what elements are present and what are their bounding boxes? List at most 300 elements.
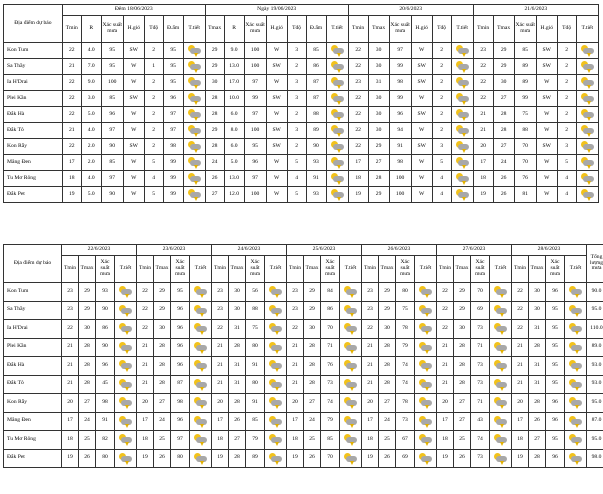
column-header: T.tiết <box>576 16 598 43</box>
value-cell: 97 <box>101 171 123 187</box>
value-cell: 19 <box>62 449 79 468</box>
value-cell: 17 <box>62 155 81 171</box>
value-cell: 91 <box>246 357 265 376</box>
column-header: T.tiết <box>490 256 512 283</box>
thunderstorm-cloud-icon <box>268 342 283 353</box>
column-header: Tmin <box>362 256 379 283</box>
thunderstorm-cloud-icon <box>568 379 583 390</box>
total-rain-header: Tổng lượng mưa <box>587 245 603 283</box>
location-name: Đắk Pet <box>4 449 62 468</box>
value-cell: 71 <box>471 338 490 357</box>
value-cell: SW <box>266 139 287 155</box>
value-cell: W <box>266 75 287 91</box>
value-cell: 4 <box>287 171 306 187</box>
value-cell: 22 <box>137 301 154 320</box>
value-cell: 28 <box>79 338 96 357</box>
weather-cell <box>490 338 512 357</box>
weather-cell <box>326 123 348 139</box>
table-row <box>4 155 599 171</box>
thunderstorm-cloud-icon <box>418 305 433 316</box>
value-cell: 67 <box>396 431 415 450</box>
location-name: Ia H'Drai <box>4 75 63 91</box>
thunderstorm-cloud-icon <box>268 453 283 464</box>
value-cell: 31 <box>529 320 546 339</box>
weather-cell <box>576 155 598 171</box>
weather-cell <box>183 123 205 139</box>
date-header: 26/6/2023 <box>362 245 437 256</box>
column-header: T.tiết <box>115 256 137 283</box>
thunderstorm-cloud-icon <box>455 173 470 184</box>
value-cell: 93 <box>306 155 326 171</box>
value-cell: 80 <box>246 338 265 357</box>
value-cell: 76 <box>321 357 340 376</box>
value-cell: 30 <box>368 43 389 59</box>
thunderstorm-cloud-icon <box>580 125 595 136</box>
column-header: Tmax <box>529 256 546 283</box>
table-row <box>4 107 599 123</box>
table-row <box>4 412 603 431</box>
value-cell: 28 <box>493 123 514 139</box>
value-cell: 95 <box>101 59 123 75</box>
thunderstorm-cloud-icon <box>343 305 358 316</box>
value-cell: W <box>411 187 432 203</box>
weather-cell <box>451 123 473 139</box>
value-cell: 86 <box>321 301 340 320</box>
weather-cell <box>190 320 212 339</box>
date-header: 24/6/2023 <box>212 245 287 256</box>
value-cell: 30 <box>79 320 96 339</box>
column-header: Tmax <box>379 256 396 283</box>
value-cell: 23 <box>362 283 379 302</box>
value-cell: 85 <box>101 155 123 171</box>
value-cell: 17 <box>473 155 493 171</box>
total-rain-cell: 98.0 <box>587 449 603 468</box>
value-cell: 99 <box>163 171 183 187</box>
thunderstorm-cloud-icon <box>343 416 358 427</box>
value-cell: 28 <box>529 338 546 357</box>
column-header: Tmax <box>205 16 224 43</box>
value-cell: 22 <box>348 123 368 139</box>
value-cell: 28 <box>454 338 471 357</box>
value-cell: 24 <box>79 412 96 431</box>
weather-cell <box>190 431 212 450</box>
value-cell: 29 <box>154 283 171 302</box>
value-cell: 21 <box>212 375 229 394</box>
value-cell: 99 <box>389 59 411 75</box>
value-cell: 96 <box>101 107 123 123</box>
thunderstorm-cloud-icon <box>418 342 433 353</box>
thunderstorm-cloud-icon <box>268 379 283 390</box>
value-cell: 98 <box>171 394 190 413</box>
column-header: Xác suất mưa <box>244 16 266 43</box>
thunderstorm-cloud-icon <box>330 125 345 136</box>
value-cell: 74 <box>396 357 415 376</box>
value-cell: 26 <box>493 187 514 203</box>
value-cell: 21 <box>137 375 154 394</box>
value-cell: 85 <box>246 412 265 431</box>
value-cell: 25 <box>379 431 396 450</box>
thunderstorm-cloud-icon <box>493 323 508 334</box>
column-header: Tmax <box>79 256 96 283</box>
value-cell: SW <box>536 43 557 59</box>
weather-cell <box>340 375 362 394</box>
value-cell: 28 <box>493 107 514 123</box>
value-cell: 43 <box>471 412 490 431</box>
value-cell: 5 <box>557 155 576 171</box>
value-cell: 21 <box>437 357 454 376</box>
weather-cell <box>340 357 362 376</box>
value-cell: 29 <box>454 301 471 320</box>
weather-cell <box>415 375 437 394</box>
weather-cell <box>190 338 212 357</box>
value-cell: W <box>266 107 287 123</box>
value-cell: 29 <box>454 283 471 302</box>
thunderstorm-cloud-icon <box>330 141 345 152</box>
thunderstorm-cloud-icon <box>268 360 283 371</box>
weather-cell <box>565 431 587 450</box>
value-cell: 9.0 <box>81 75 101 91</box>
value-cell: 10.0 <box>224 91 244 107</box>
value-cell: 22 <box>137 320 154 339</box>
value-cell: 22 <box>512 283 529 302</box>
thunderstorm-cloud-icon <box>187 125 202 136</box>
value-cell: 27 <box>493 91 514 107</box>
thunderstorm-cloud-icon <box>193 397 208 408</box>
value-cell: 22 <box>437 301 454 320</box>
value-cell: 2 <box>432 75 451 91</box>
value-cell: 99 <box>389 91 411 107</box>
value-cell: 26 <box>229 412 246 431</box>
value-cell: 100 <box>244 43 266 59</box>
location-name: Tu Mơ Rông <box>4 431 62 450</box>
value-cell: 29 <box>379 283 396 302</box>
thunderstorm-cloud-icon <box>455 45 470 56</box>
weather-cell <box>183 171 205 187</box>
thunderstorm-cloud-icon <box>418 360 433 371</box>
thunderstorm-cloud-icon <box>187 157 202 168</box>
column-header: Xác suất mưa <box>514 16 536 43</box>
value-cell: 81 <box>514 187 536 203</box>
value-cell: 22 <box>348 107 368 123</box>
weather-cell <box>183 107 205 123</box>
weather-cell <box>490 320 512 339</box>
value-cell: 19 <box>62 187 81 203</box>
column-header: Tmax <box>229 256 246 283</box>
column-header: R <box>224 16 244 43</box>
thunderstorm-cloud-icon <box>268 434 283 445</box>
column-header: Tmin <box>437 256 454 283</box>
value-cell: 70 <box>471 283 490 302</box>
table-row <box>4 187 599 203</box>
thunderstorm-cloud-icon <box>330 109 345 120</box>
column-header: Xác suất mưa <box>389 16 411 43</box>
thunderstorm-cloud-icon <box>418 286 433 297</box>
value-cell: 17 <box>437 412 454 431</box>
value-cell: 96 <box>171 301 190 320</box>
weather-cell <box>115 283 137 302</box>
value-cell: 28 <box>154 338 171 357</box>
location-name: Đắk Pet <box>4 187 63 203</box>
value-cell: 100 <box>389 187 411 203</box>
weather-cell <box>340 301 362 320</box>
location-header: Địa điểm dự báo <box>4 245 62 283</box>
value-cell: 90 <box>306 139 326 155</box>
value-cell: 2 <box>557 43 576 59</box>
value-cell: 21 <box>287 338 304 357</box>
thunderstorm-cloud-icon <box>568 360 583 371</box>
value-cell: 4 <box>557 187 576 203</box>
weather-cell <box>415 357 437 376</box>
value-cell: 96 <box>171 357 190 376</box>
value-cell: 19 <box>512 449 529 468</box>
value-cell: SW <box>536 91 557 107</box>
thunderstorm-cloud-icon <box>187 61 202 72</box>
weather-cell <box>576 59 598 75</box>
value-cell: 89 <box>306 123 326 139</box>
value-cell: 78 <box>396 320 415 339</box>
thunderstorm-cloud-icon <box>580 45 595 56</box>
value-cell: 28 <box>79 375 96 394</box>
value-cell: W <box>266 171 287 187</box>
weather-cell <box>183 91 205 107</box>
weather-cell <box>326 139 348 155</box>
value-cell: 26 <box>79 449 96 468</box>
table-row <box>4 357 603 376</box>
column-header: Xác suất mưa <box>96 256 115 283</box>
value-cell: 2 <box>432 59 451 75</box>
value-cell: 29 <box>368 139 389 155</box>
value-cell: 88 <box>514 123 536 139</box>
value-cell: 21 <box>62 375 79 394</box>
total-rain-cell: 89.0 <box>587 338 603 357</box>
value-cell: 73 <box>321 375 340 394</box>
thunderstorm-cloud-icon <box>418 434 433 445</box>
value-cell: 73 <box>471 449 490 468</box>
thunderstorm-cloud-icon <box>493 416 508 427</box>
location-name: Plei Kần <box>4 338 62 357</box>
value-cell: 22 <box>348 91 368 107</box>
value-cell: 73 <box>396 412 415 431</box>
thunderstorm-cloud-icon <box>187 77 202 88</box>
column-header: Tmin <box>473 16 493 43</box>
value-cell: W <box>123 171 144 187</box>
column-header: T.tiết <box>190 256 212 283</box>
weather-cell <box>326 91 348 107</box>
thunderstorm-cloud-icon <box>193 342 208 353</box>
thunderstorm-cloud-icon <box>343 323 358 334</box>
weather-cell <box>190 375 212 394</box>
value-cell: 22 <box>512 320 529 339</box>
weather-cell <box>565 338 587 357</box>
weather-cell <box>490 412 512 431</box>
column-header: H.gió <box>123 16 144 43</box>
value-cell: 29 <box>493 43 514 59</box>
column-header: T.tiết <box>340 256 362 283</box>
value-cell: W <box>266 155 287 171</box>
thunderstorm-cloud-icon <box>568 434 583 445</box>
weather-cell <box>115 301 137 320</box>
weather-cell <box>576 75 598 91</box>
value-cell: 23 <box>212 283 229 302</box>
thunderstorm-cloud-icon <box>580 77 595 88</box>
value-cell: 24 <box>493 155 514 171</box>
thunderstorm-cloud-icon <box>193 286 208 297</box>
value-cell: SW <box>411 139 432 155</box>
value-cell: 30 <box>379 320 396 339</box>
value-cell: 20 <box>362 394 379 413</box>
thunderstorm-cloud-icon <box>193 323 208 334</box>
weather-cell <box>340 412 362 431</box>
value-cell: 22 <box>62 320 79 339</box>
value-cell: 91 <box>96 412 115 431</box>
value-cell: SW <box>411 75 432 91</box>
thunderstorm-cloud-icon <box>187 93 202 104</box>
value-cell: 17 <box>362 412 379 431</box>
value-cell: 30 <box>304 320 321 339</box>
thunderstorm-cloud-icon <box>268 323 283 334</box>
weather-cell <box>190 357 212 376</box>
value-cell: 21 <box>287 357 304 376</box>
value-cell: W <box>123 155 144 171</box>
value-cell: 22 <box>362 320 379 339</box>
value-cell: 69 <box>396 449 415 468</box>
weather-cell <box>415 449 437 468</box>
value-cell: SW <box>123 43 144 59</box>
value-cell: 29 <box>379 301 396 320</box>
value-cell: 28 <box>379 375 396 394</box>
column-header: Tmin <box>62 16 81 43</box>
table-row <box>4 123 599 139</box>
value-cell: W <box>123 187 144 203</box>
column-header: Tmin <box>62 256 79 283</box>
date-header: 23/6/2023 <box>137 245 212 256</box>
value-cell: 22 <box>348 59 368 75</box>
value-cell: 21 <box>512 375 529 394</box>
value-cell: 98 <box>96 394 115 413</box>
column-header: Tđộ <box>287 16 306 43</box>
value-cell: 90 <box>96 338 115 357</box>
thunderstorm-cloud-icon <box>330 61 345 72</box>
value-cell: W <box>536 155 557 171</box>
weather-cell <box>183 139 205 155</box>
value-cell: 2 <box>144 139 163 155</box>
thunderstorm-cloud-icon <box>455 61 470 72</box>
thunderstorm-cloud-icon <box>268 416 283 427</box>
value-cell: 99 <box>163 155 183 171</box>
value-cell: 70 <box>321 449 340 468</box>
thunderstorm-cloud-icon <box>455 125 470 136</box>
value-cell: 94 <box>389 123 411 139</box>
thunderstorm-cloud-icon <box>580 173 595 184</box>
value-cell: SW <box>536 139 557 155</box>
weather-cell <box>326 171 348 187</box>
value-cell: 18 <box>62 171 81 187</box>
value-cell: 25 <box>454 431 471 450</box>
value-cell: 75 <box>246 320 265 339</box>
weather-cell <box>115 320 137 339</box>
value-cell: 2.0 <box>81 139 101 155</box>
total-rain-cell: 87.0 <box>587 412 603 431</box>
value-cell: 19 <box>137 449 154 468</box>
value-cell: 18 <box>473 171 493 187</box>
value-cell: 4.0 <box>81 123 101 139</box>
value-cell: 28 <box>529 449 546 468</box>
value-cell: 3 <box>432 139 451 155</box>
column-header: T.tiết <box>183 16 205 43</box>
value-cell: 29 <box>154 301 171 320</box>
value-cell: W <box>536 75 557 91</box>
weather-cell <box>326 43 348 59</box>
weather-cell <box>340 449 362 468</box>
column-header: T.tiết <box>415 256 437 283</box>
location-name: Đắk Tô <box>4 123 63 139</box>
value-cell: 5 <box>432 155 451 171</box>
thunderstorm-cloud-icon <box>343 453 358 464</box>
value-cell: 30 <box>229 301 246 320</box>
value-cell: 28 <box>154 375 171 394</box>
thunderstorm-cloud-icon <box>118 397 133 408</box>
value-cell: 19 <box>348 187 368 203</box>
value-cell: 27 <box>379 394 396 413</box>
value-cell: 45 <box>96 375 115 394</box>
value-cell: 2 <box>144 107 163 123</box>
weather-cell <box>451 171 473 187</box>
value-cell: W <box>123 123 144 139</box>
thunderstorm-cloud-icon <box>493 305 508 316</box>
value-cell: 99 <box>244 91 266 107</box>
value-cell: W <box>411 91 432 107</box>
weather-cell <box>326 107 348 123</box>
value-cell: 3.0 <box>81 91 101 107</box>
column-header: Xác suất mưa <box>396 256 415 283</box>
weather-cell <box>190 412 212 431</box>
date-header: 27/6/2023 <box>437 245 512 256</box>
value-cell: 100 <box>244 123 266 139</box>
weather-cell <box>183 187 205 203</box>
value-cell: SW <box>411 59 432 75</box>
value-cell: 5.0 <box>224 155 244 171</box>
thunderstorm-cloud-icon <box>455 109 470 120</box>
forecast-table-1 <box>3 4 599 203</box>
table-row <box>4 301 603 320</box>
thunderstorm-cloud-icon <box>343 434 358 445</box>
value-cell: 20 <box>137 394 154 413</box>
value-cell: 29 <box>205 59 224 75</box>
location-name: Kon Rẫy <box>4 139 63 155</box>
location-name: Sa Thầy <box>4 59 63 75</box>
value-cell: 28 <box>229 394 246 413</box>
value-cell: 12.0 <box>224 187 244 203</box>
value-cell: 20 <box>287 394 304 413</box>
value-cell: 95 <box>546 357 565 376</box>
value-cell: 91 <box>246 394 265 413</box>
date-header: Đêm 18/06/2023 <box>62 5 205 16</box>
value-cell: 21 <box>137 357 154 376</box>
value-cell: 28 <box>205 107 224 123</box>
thunderstorm-cloud-icon <box>493 342 508 353</box>
thunderstorm-cloud-icon <box>187 173 202 184</box>
value-cell: 26 <box>529 412 546 431</box>
thunderstorm-cloud-icon <box>268 305 283 316</box>
weather-cell <box>451 107 473 123</box>
weather-cell <box>490 449 512 468</box>
value-cell: 27 <box>454 394 471 413</box>
date-header: 21/6/2023 <box>473 5 598 16</box>
value-cell: 79 <box>321 412 340 431</box>
value-cell: 21 <box>287 375 304 394</box>
thunderstorm-cloud-icon <box>418 323 433 334</box>
value-cell: 28 <box>304 338 321 357</box>
